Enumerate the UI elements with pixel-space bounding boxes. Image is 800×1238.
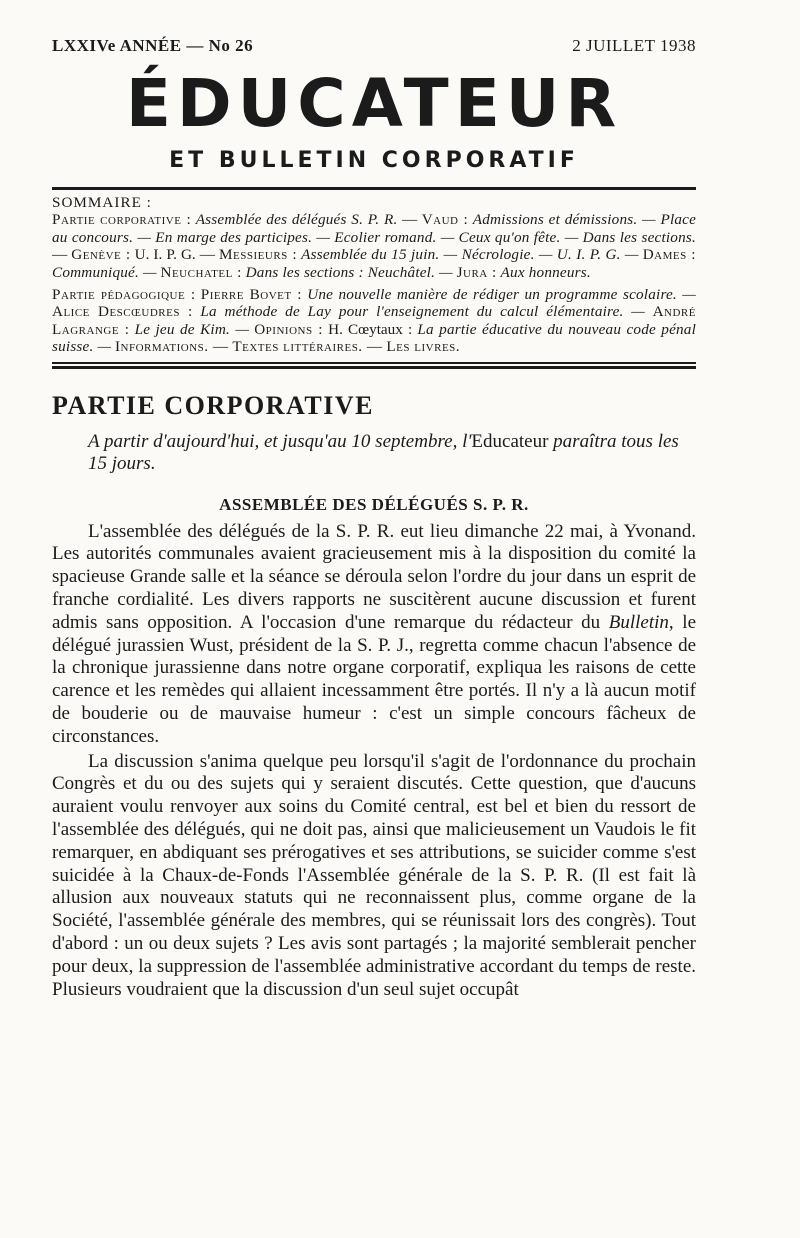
masthead bbox=[52, 65, 696, 173]
article-body bbox=[52, 521, 696, 1002]
paragraph: La discussion s'anima quelque peu lorsqu'il s'agit de l'ordonnance du prochain Congrès et du ou des sujets qui y seraient discutés. Cette question, que d'aucuns auraient voulu renvoyer aux soins du Comité central, est bel et bien du ressort de l'assemblée des délégués, qui ne doit pas, ainsi que malicieusement un Vaudois le fit remarquer, en abdiquant ses prérogatives et ses attributions, se suicider comme s'est suicidée à la Chaux-de-Fonds l'Assemblée générale de la S. P. R. (Il est fait là allusion aux nouveaux statuts qui ne reconnaissent plus, comme organe de la Société, l'assemblée générale des membres, qui se réunissait lors des congrès). Tout d'abord : un ou deux sujets ? Les avis sont partagés ; la majorité semblerait pencher pour deux, la suppression de l'assemblée administrative accordant du temps de reste. Plusieurs voudraient que la discussion d'un seul sujet occupât bbox=[52, 750, 696, 1000]
summary-label: SOMMAIRE : bbox=[52, 194, 152, 211]
page bbox=[52, 36, 696, 1001]
issue-header bbox=[52, 36, 696, 56]
summary-pedagogique: Partie pédagogique : Pierre Bovet : Une nouvelle manière de rédiger un programme scolaire. — Alice Descœudres : La méthode de Lay pour l'enseignement du calcul élémentaire. — André Lagrange : Le jeu de Kim. — Opinions : H. Cœytaux : La partie éducative du nouveau code pénal suisse. — Informations. — Textes littéraires. — Les livres. bbox=[52, 286, 697, 356]
summary-corporative: Partie corporative : Assemblée des délégués S. P. R. — Vaud : Admissions et démissions. — Place au concours. — En marge des participes. — Ecolier romand. — Ceux qu'on fête. — Dans les sections. — Genève : U. I. P. G. — Messieurs : Assemblée du 15 juin. — Nécrologie. — U. I. P. G. — Dames : Communiqué. — Neuchatel : Dans les sections : Neuchâtel. — Jura : Aux honneurs. bbox=[52, 211, 697, 281]
volume-number: LXXIVe ANNÉE — No 26 bbox=[52, 36, 254, 55]
journal-title: ÉDUCATEUR bbox=[125, 65, 623, 142]
header-rule bbox=[52, 187, 696, 190]
table-of-contents bbox=[52, 194, 696, 356]
article-heading: ASSEMBLÉE DES DÉLÉGUÉS S. P. R. bbox=[219, 494, 529, 514]
section-heading: PARTIE CORPORATIVE bbox=[52, 390, 374, 420]
publication-notice: A partir d'aujourd'hui, et jusqu'au 10 septembre, l'Educateur paraîtra tous les 15 jours. bbox=[88, 430, 679, 474]
issue-date: 2 JUILLET 1938 bbox=[572, 36, 696, 55]
section-label: Partie pédagogique : bbox=[52, 286, 196, 304]
journal-subtitle: ET BULLETIN CORPORATIF bbox=[169, 148, 579, 173]
section-label: Partie corporative : bbox=[52, 211, 192, 229]
paragraph: L'assemblée des délégués de la S. P. R. eut lieu dimanche 22 mai, à Yvonand. Les autorités communales avaient gracieusement mis à la disposition du comité la spacieuse Grande salle et la séance se déroula selon l'ordre du jour dans un esprit de franche cordialité. Les divers rapports ne suscitèrent aucune discussion et furent admis sans opposition. A l'occasion d'une remarque du rédacteur du Bulletin, le délégué jurassien Wust, président de la S. P. J., regretta comme chacun l'absence de la chronique jurassienne dans notre organe corporatif, expliqua les raisons de cette carence et les remèdes qui allaient incessamment être portés. Il n'y a là aucun motif de bouderie ou de mauvaise humeur : c'est un simple concours fâcheux de circonstances. bbox=[52, 520, 696, 747]
summary-rule bbox=[52, 362, 696, 369]
